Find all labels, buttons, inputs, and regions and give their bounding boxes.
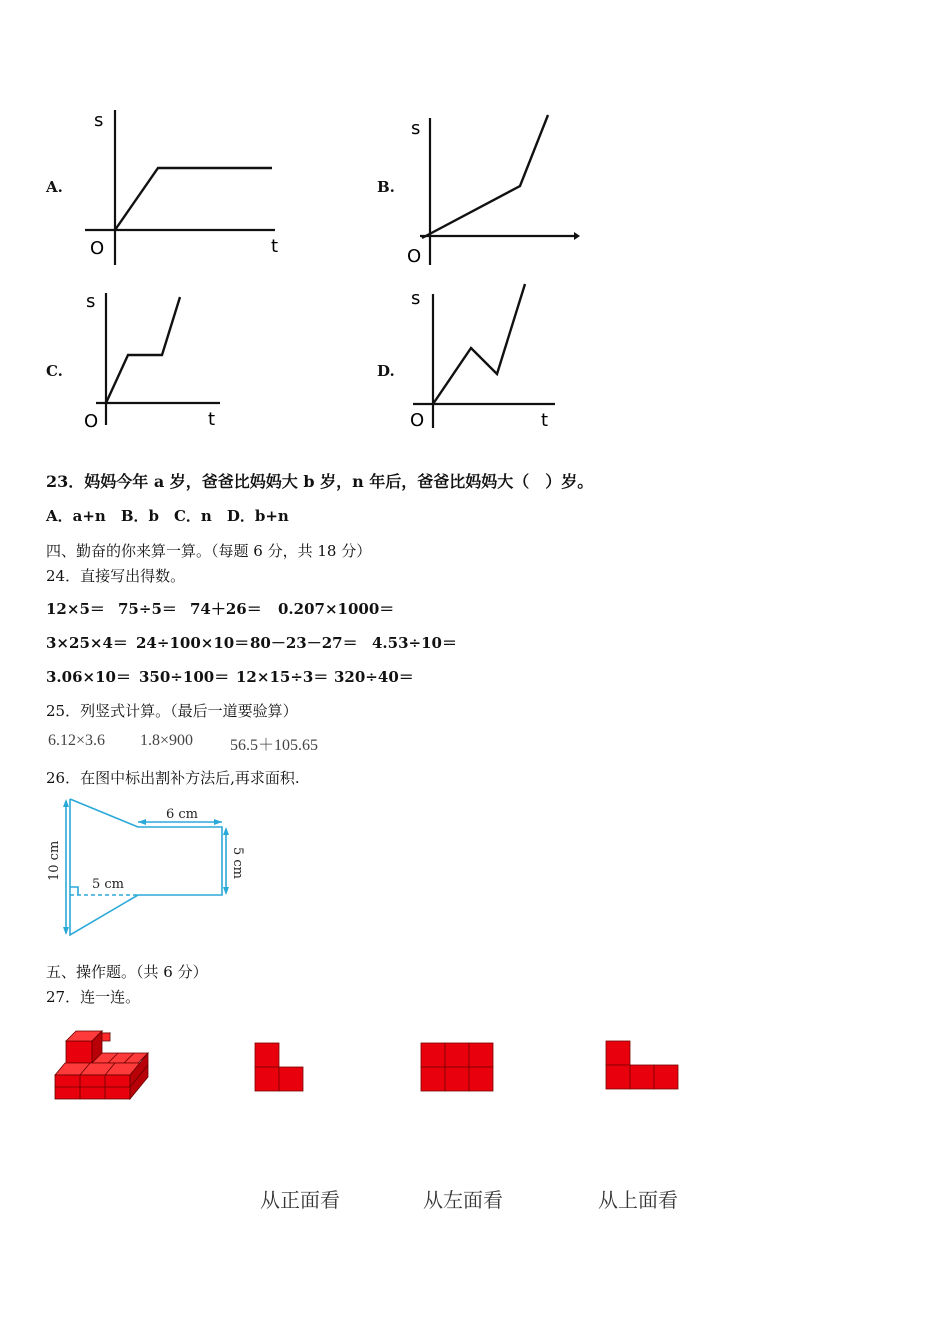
graph-b-s-label: s xyxy=(411,118,421,139)
q26-arrow-top-right xyxy=(214,819,222,825)
graph-d-t-label: t xyxy=(541,410,549,431)
graph-c xyxy=(80,285,240,435)
q27-view-label-front: 从正面看 xyxy=(260,1188,340,1212)
option-d-label: D. xyxy=(377,362,395,380)
q23-text: 23．妈妈今年 a 岁，爸爸比妈妈大 b 岁，n 年后，爸爸比妈妈大（ ）岁。 xyxy=(46,472,594,491)
q26-figure xyxy=(40,795,260,945)
q24-r2-c1: 3×25×4＝ xyxy=(46,634,128,652)
q23-options: A．a+n B．b C．n D．b+n xyxy=(46,507,289,525)
q24-r2-c4: 4.53÷10＝ xyxy=(372,634,457,652)
graph-b-origin: O xyxy=(407,246,422,267)
q27-view-3 xyxy=(605,1040,681,1092)
graph-b-line xyxy=(422,115,548,238)
q26-arrow-right-top xyxy=(223,827,229,835)
graph-c-line xyxy=(106,297,180,403)
q24-r2-c2: 24÷100×10＝ xyxy=(136,634,250,652)
q24-r3-c2: 350÷100＝ xyxy=(139,668,230,686)
q24-r2-c3: 80－23－27＝ xyxy=(250,634,358,652)
graph-d-origin: O xyxy=(410,410,425,431)
q25-item-1: 6.12×3.6 xyxy=(48,732,106,749)
q26-arrow-top-left xyxy=(138,819,146,825)
q24-r1-c2: 75÷5＝ xyxy=(118,600,177,618)
q27-view-1 xyxy=(254,1042,306,1094)
q24-title: 24．直接写出得数。 xyxy=(46,567,186,585)
q27-view-label-top: 从上面看 xyxy=(598,1188,678,1212)
graph-d-s-label: s xyxy=(411,288,421,309)
graph-a-t-label: t xyxy=(271,236,279,257)
section-4-title: 四、勤奋的你来算一算。（每题 6 分，共 18 分） xyxy=(46,542,372,560)
option-a-label: A. xyxy=(46,178,63,196)
q26-top-label: 6 cm xyxy=(166,807,199,822)
option-b-label: B. xyxy=(377,178,395,196)
q24-r1-c4: 0.207×1000＝ xyxy=(278,600,395,618)
q26-title: 26．在图中标出割补方法后,再求面积. xyxy=(46,769,300,787)
section-5-title: 五、操作题。（共 6 分） xyxy=(46,963,208,981)
q27-cube-stack xyxy=(50,1025,155,1105)
q27-view-label-left: 从左面看 xyxy=(423,1188,503,1212)
q24-r1-c1: 12×5＝ xyxy=(46,600,105,618)
graph-c-origin: O xyxy=(84,411,99,432)
q25-title: 25．列竖式计算。（最后一道要验算） xyxy=(46,702,298,720)
graph-b xyxy=(400,110,585,270)
q26-right-angle xyxy=(70,887,78,895)
q26-left-label: 10 cm xyxy=(47,840,62,881)
graph-c-t-label: t xyxy=(208,409,216,430)
graph-a-s-label: s xyxy=(94,110,104,131)
graph-d-line xyxy=(433,284,525,404)
q27-title: 27．连一连。 xyxy=(46,988,141,1006)
q25-item-3: 56.5＋105.65 xyxy=(230,737,319,754)
q27-view-2 xyxy=(420,1042,496,1094)
graph-a-line xyxy=(115,168,272,230)
q24-r3-c3: 12×15÷3＝ xyxy=(236,668,329,686)
graph-c-s-label: s xyxy=(86,291,96,312)
q26-arrow-left-bottom xyxy=(63,927,69,935)
q26-middle-label: 5 cm xyxy=(92,877,125,892)
graph-d xyxy=(405,280,565,435)
q26-right-label: 5 cm xyxy=(230,847,245,880)
option-c-label: C. xyxy=(46,362,63,380)
q24-r3-c1: 3.06×10＝ xyxy=(46,668,131,686)
graph-a xyxy=(80,100,300,275)
q25-item-2: 1.8×900 xyxy=(140,732,194,749)
q26-arrow-left-top xyxy=(63,799,69,807)
graph-a-origin: O xyxy=(90,238,105,259)
q24-r3-c4: 320÷40＝ xyxy=(334,668,414,686)
graph-b-arrow xyxy=(574,232,580,240)
q24-r1-c3: 74＋26＝ xyxy=(190,600,262,618)
q26-arrow-right-bottom xyxy=(223,887,229,895)
